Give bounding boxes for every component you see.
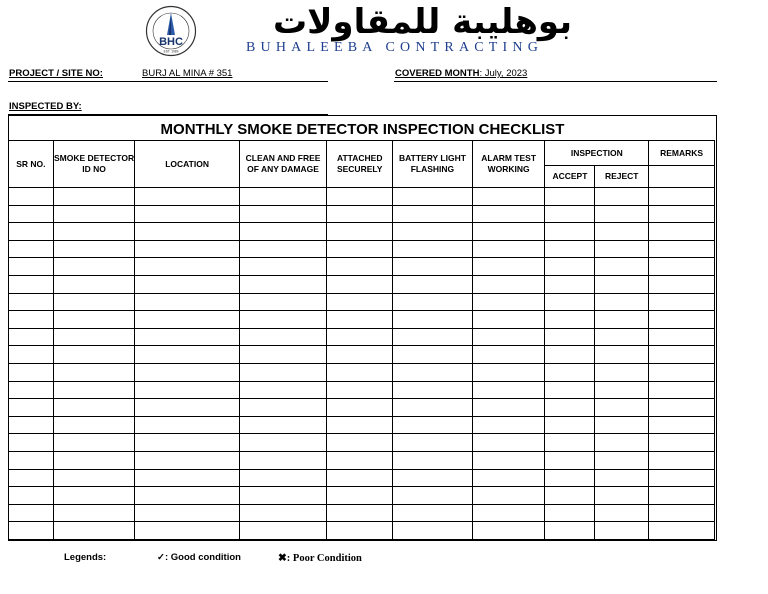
table-cell[interactable] <box>239 258 327 276</box>
table-row <box>9 363 715 381</box>
table-cell[interactable] <box>135 275 239 293</box>
table-cell[interactable] <box>649 240 715 258</box>
table-cell[interactable] <box>239 522 327 540</box>
table-cell[interactable] <box>649 469 715 487</box>
table-cell[interactable] <box>472 416 545 434</box>
table-cell[interactable] <box>327 434 393 452</box>
table-cell[interactable] <box>53 188 135 206</box>
table-cell[interactable] <box>9 434 54 452</box>
table-row <box>9 399 715 417</box>
table-cell[interactable] <box>327 487 393 505</box>
table-row <box>9 451 715 469</box>
table-cell[interactable] <box>9 311 54 329</box>
table-cell[interactable] <box>472 504 545 522</box>
table-row <box>9 240 715 258</box>
table-cell[interactable] <box>135 205 239 223</box>
table-cell[interactable] <box>472 223 545 241</box>
table-cell[interactable] <box>595 434 649 452</box>
table-row <box>9 434 715 452</box>
month-label: COVERED MONTH <box>395 68 480 79</box>
table-cell[interactable] <box>239 416 327 434</box>
table-cell[interactable] <box>472 346 545 364</box>
table-cell[interactable] <box>393 346 473 364</box>
table-cell[interactable] <box>9 504 54 522</box>
table-cell[interactable] <box>393 399 473 417</box>
table-cell[interactable] <box>545 328 595 346</box>
company-logo <box>145 5 197 57</box>
table-cell[interactable] <box>649 363 715 381</box>
table-cell[interactable] <box>472 293 545 311</box>
table-cell[interactable] <box>595 188 649 206</box>
col-accept: ACCEPT <box>545 166 595 188</box>
table-row <box>9 275 715 293</box>
table-cell[interactable] <box>649 504 715 522</box>
table-cell[interactable] <box>472 487 545 505</box>
table-cell[interactable] <box>595 223 649 241</box>
col-attached: ATTACHED SECURELY <box>327 141 393 188</box>
table-cell[interactable] <box>595 275 649 293</box>
table-cell[interactable] <box>239 469 327 487</box>
table-cell[interactable] <box>649 328 715 346</box>
table-cell[interactable] <box>9 522 54 540</box>
table-cell[interactable] <box>135 293 239 311</box>
table-cell[interactable] <box>595 328 649 346</box>
table-cell[interactable] <box>595 293 649 311</box>
table-cell[interactable] <box>9 205 54 223</box>
col-remarks-sub <box>649 166 715 188</box>
table-cell[interactable] <box>239 188 327 206</box>
table-row <box>9 487 715 505</box>
table-cell[interactable] <box>135 522 239 540</box>
legend-good: ✓: Good condition <box>157 552 241 563</box>
table-cell[interactable] <box>9 188 54 206</box>
table-cell[interactable] <box>393 258 473 276</box>
table-cell[interactable] <box>135 311 239 329</box>
table-cell[interactable] <box>239 346 327 364</box>
table-cell[interactable] <box>135 240 239 258</box>
col-detector-id: SMOKE DETECTOR ID NO <box>53 141 135 188</box>
table-cell[interactable] <box>595 504 649 522</box>
table-cell[interactable] <box>53 205 135 223</box>
table-cell[interactable] <box>393 311 473 329</box>
table-cell[interactable] <box>135 258 239 276</box>
table-cell[interactable] <box>649 258 715 276</box>
table-cell[interactable] <box>53 381 135 399</box>
table-cell[interactable] <box>545 293 595 311</box>
project-field <box>9 68 103 79</box>
table-cell[interactable] <box>135 451 239 469</box>
table-cell[interactable] <box>239 311 327 329</box>
table-cell[interactable] <box>649 522 715 540</box>
table-cell[interactable] <box>649 416 715 434</box>
table-cell[interactable] <box>53 522 135 540</box>
table-cell[interactable] <box>327 504 393 522</box>
table-cell[interactable] <box>649 451 715 469</box>
table-cell[interactable] <box>53 258 135 276</box>
table-row <box>9 346 715 364</box>
table-cell[interactable] <box>53 469 135 487</box>
table-cell[interactable] <box>327 469 393 487</box>
table-cell[interactable] <box>595 240 649 258</box>
table-cell[interactable] <box>393 451 473 469</box>
table-cell[interactable] <box>239 328 327 346</box>
table-cell[interactable] <box>649 293 715 311</box>
table-cell[interactable] <box>545 346 595 364</box>
table-cell[interactable] <box>393 522 473 540</box>
table-cell[interactable] <box>9 469 54 487</box>
col-clean: CLEAN AND FREE OF ANY DAMAGE <box>239 141 327 188</box>
table-cell[interactable] <box>327 293 393 311</box>
table-cell[interactable] <box>53 399 135 417</box>
table-cell[interactable] <box>393 328 473 346</box>
table-cell[interactable] <box>135 223 239 241</box>
table-cell[interactable] <box>239 451 327 469</box>
table-row <box>9 416 715 434</box>
checklist-table <box>8 140 715 540</box>
col-reject: REJECT <box>595 166 649 188</box>
table-cell[interactable] <box>472 469 545 487</box>
table-cell[interactable] <box>327 451 393 469</box>
table-cell[interactable] <box>472 451 545 469</box>
table-cell[interactable] <box>545 504 595 522</box>
table-cell[interactable] <box>472 311 545 329</box>
table-cell[interactable] <box>472 258 545 276</box>
legend-poor: ✖: Poor Condition <box>278 553 362 564</box>
table-cell[interactable] <box>9 258 54 276</box>
table-cell[interactable] <box>545 399 595 417</box>
table-cell[interactable] <box>53 223 135 241</box>
table-cell[interactable] <box>53 328 135 346</box>
table-cell[interactable] <box>9 223 54 241</box>
table-cell[interactable] <box>595 205 649 223</box>
table-cell[interactable] <box>545 223 595 241</box>
table-cell[interactable] <box>239 275 327 293</box>
table-cell[interactable] <box>327 188 393 206</box>
month-underline <box>394 81 717 82</box>
table-cell[interactable] <box>472 205 545 223</box>
table-cell[interactable] <box>649 311 715 329</box>
table-cell[interactable] <box>135 188 239 206</box>
table-cell[interactable] <box>239 381 327 399</box>
legend-label: Legends: <box>64 552 107 563</box>
table-cell[interactable] <box>9 328 54 346</box>
table-cell[interactable] <box>545 416 595 434</box>
table-row <box>9 223 715 241</box>
table-cell[interactable] <box>472 381 545 399</box>
table-cell[interactable] <box>472 275 545 293</box>
table-cell[interactable] <box>393 275 473 293</box>
table-cell[interactable] <box>393 434 473 452</box>
table-cell[interactable] <box>472 399 545 417</box>
table-cell[interactable] <box>327 205 393 223</box>
table-cell[interactable] <box>545 522 595 540</box>
table-cell[interactable] <box>545 451 595 469</box>
table-row <box>9 188 715 206</box>
table-cell[interactable] <box>393 240 473 258</box>
table-cell[interactable] <box>239 205 327 223</box>
table-cell[interactable] <box>595 311 649 329</box>
table-cell[interactable] <box>327 522 393 540</box>
table-cell[interactable] <box>393 188 473 206</box>
table-cell[interactable] <box>472 434 545 452</box>
table-cell[interactable] <box>239 240 327 258</box>
table-cell[interactable] <box>135 363 239 381</box>
checklist-body <box>9 188 715 540</box>
table-cell[interactable] <box>393 205 473 223</box>
table-cell[interactable] <box>595 381 649 399</box>
table-cell[interactable] <box>53 240 135 258</box>
table-cell[interactable] <box>649 223 715 241</box>
table-cell[interactable] <box>649 346 715 364</box>
table-cell[interactable] <box>53 293 135 311</box>
table-cell[interactable] <box>327 258 393 276</box>
col-inspection: INSPECTION <box>545 141 649 166</box>
table-cell[interactable] <box>545 311 595 329</box>
table-cell[interactable] <box>239 434 327 452</box>
table-cell[interactable] <box>595 416 649 434</box>
table-cell[interactable] <box>135 434 239 452</box>
table-cell[interactable] <box>9 240 54 258</box>
table-cell[interactable] <box>239 223 327 241</box>
table-cell[interactable] <box>53 363 135 381</box>
table-cell[interactable] <box>239 399 327 417</box>
table-cell[interactable] <box>327 346 393 364</box>
table-cell[interactable] <box>595 487 649 505</box>
project-value: BURJ AL MINA # 351 <box>142 68 233 79</box>
table-cell[interactable] <box>239 293 327 311</box>
table-cell[interactable] <box>53 451 135 469</box>
table-cell[interactable] <box>9 363 54 381</box>
table-cell[interactable] <box>545 205 595 223</box>
table-cell[interactable] <box>327 311 393 329</box>
checklist-title: MONTHLY SMOKE DETECTOR INSPECTION CHECKLIST <box>160 121 565 138</box>
table-cell[interactable] <box>545 275 595 293</box>
checklist-sheet <box>8 115 717 541</box>
table-cell[interactable] <box>649 399 715 417</box>
table-cell[interactable] <box>649 434 715 452</box>
table-cell[interactable] <box>649 487 715 505</box>
table-cell[interactable] <box>135 416 239 434</box>
table-cell[interactable] <box>9 487 54 505</box>
table-cell[interactable] <box>9 399 54 417</box>
table-cell[interactable] <box>545 240 595 258</box>
table-cell[interactable] <box>393 363 473 381</box>
table-cell[interactable] <box>327 275 393 293</box>
table-cell[interactable] <box>393 469 473 487</box>
table-cell[interactable] <box>9 416 54 434</box>
col-alarm: ALARM TEST WORKING <box>472 141 545 188</box>
table-cell[interactable] <box>9 275 54 293</box>
table-cell[interactable] <box>545 363 595 381</box>
table-row <box>9 328 715 346</box>
table-cell[interactable] <box>545 487 595 505</box>
table-cell[interactable] <box>649 205 715 223</box>
company-name-arabic: بوهليبة للمقاولات <box>272 2 572 42</box>
table-cell[interactable] <box>393 416 473 434</box>
col-battery: BATTERY LIGHT FLASHING <box>393 141 473 188</box>
table-cell[interactable] <box>595 363 649 381</box>
table-cell[interactable] <box>135 381 239 399</box>
col-remarks: REMARKS <box>649 141 715 166</box>
table-cell[interactable] <box>327 240 393 258</box>
table-cell[interactable] <box>595 469 649 487</box>
month-field <box>395 68 527 79</box>
table-row <box>9 381 715 399</box>
table-cell[interactable] <box>239 487 327 505</box>
table-cell[interactable] <box>53 434 135 452</box>
table-cell[interactable] <box>9 346 54 364</box>
col-location: LOCATION <box>135 141 239 188</box>
table-cell[interactable] <box>239 504 327 522</box>
table-cell[interactable] <box>53 504 135 522</box>
table-cell[interactable] <box>9 451 54 469</box>
table-cell[interactable] <box>393 293 473 311</box>
table-cell[interactable] <box>135 504 239 522</box>
table-cell[interactable] <box>472 240 545 258</box>
table-cell[interactable] <box>393 223 473 241</box>
table-row <box>9 469 715 487</box>
table-cell[interactable] <box>545 469 595 487</box>
table-cell[interactable] <box>393 504 473 522</box>
company-name-latin: BUHALEEBA CONTRACTING <box>246 40 544 55</box>
table-cell[interactable] <box>393 487 473 505</box>
table-cell[interactable] <box>327 399 393 417</box>
table-row <box>9 311 715 329</box>
table-cell[interactable] <box>393 381 473 399</box>
table-cell[interactable] <box>135 346 239 364</box>
svg-text:BHC: BHC <box>159 36 183 48</box>
inspected-by-label: INSPECTED BY: <box>9 101 82 112</box>
table-cell[interactable] <box>327 381 393 399</box>
project-label: PROJECT / SITE NO: <box>9 68 103 79</box>
table-cell[interactable] <box>545 258 595 276</box>
table-cell[interactable] <box>649 188 715 206</box>
table-row <box>9 258 715 276</box>
table-cell[interactable] <box>545 188 595 206</box>
table-cell[interactable] <box>595 451 649 469</box>
table-cell[interactable] <box>472 363 545 381</box>
table-cell[interactable] <box>9 381 54 399</box>
table-cell[interactable] <box>9 293 54 311</box>
table-cell[interactable] <box>53 346 135 364</box>
project-underline <box>8 81 328 82</box>
table-cell[interactable] <box>649 275 715 293</box>
table-cell[interactable] <box>472 188 545 206</box>
table-cell[interactable] <box>135 399 239 417</box>
month-value: : July, 2023 <box>479 68 528 79</box>
table-cell[interactable] <box>135 469 239 487</box>
inspected-by-field <box>9 101 82 112</box>
table-cell[interactable] <box>53 275 135 293</box>
table-cell[interactable] <box>595 346 649 364</box>
table-cell[interactable] <box>545 434 595 452</box>
table-row <box>9 293 715 311</box>
table-cell[interactable] <box>472 522 545 540</box>
table-cell[interactable] <box>327 328 393 346</box>
table-cell[interactable] <box>135 487 239 505</box>
table-cell[interactable] <box>595 522 649 540</box>
table-cell[interactable] <box>595 399 649 417</box>
table-cell[interactable] <box>135 328 239 346</box>
table-cell[interactable] <box>472 328 545 346</box>
table-cell[interactable] <box>53 416 135 434</box>
table-cell[interactable] <box>649 381 715 399</box>
table-row <box>9 205 715 223</box>
table-row <box>9 504 715 522</box>
table-cell[interactable] <box>327 363 393 381</box>
project-value-wrap <box>142 68 232 79</box>
col-sr-no: SR NO. <box>9 141 54 188</box>
table-cell[interactable] <box>53 311 135 329</box>
table-cell[interactable] <box>53 487 135 505</box>
table-cell[interactable] <box>327 223 393 241</box>
table-cell[interactable] <box>327 416 393 434</box>
table-cell[interactable] <box>595 258 649 276</box>
table-cell[interactable] <box>239 363 327 381</box>
table-cell[interactable] <box>545 381 595 399</box>
svg-text:EST. 1989: EST. 1989 <box>163 49 179 54</box>
table-row <box>9 522 715 540</box>
